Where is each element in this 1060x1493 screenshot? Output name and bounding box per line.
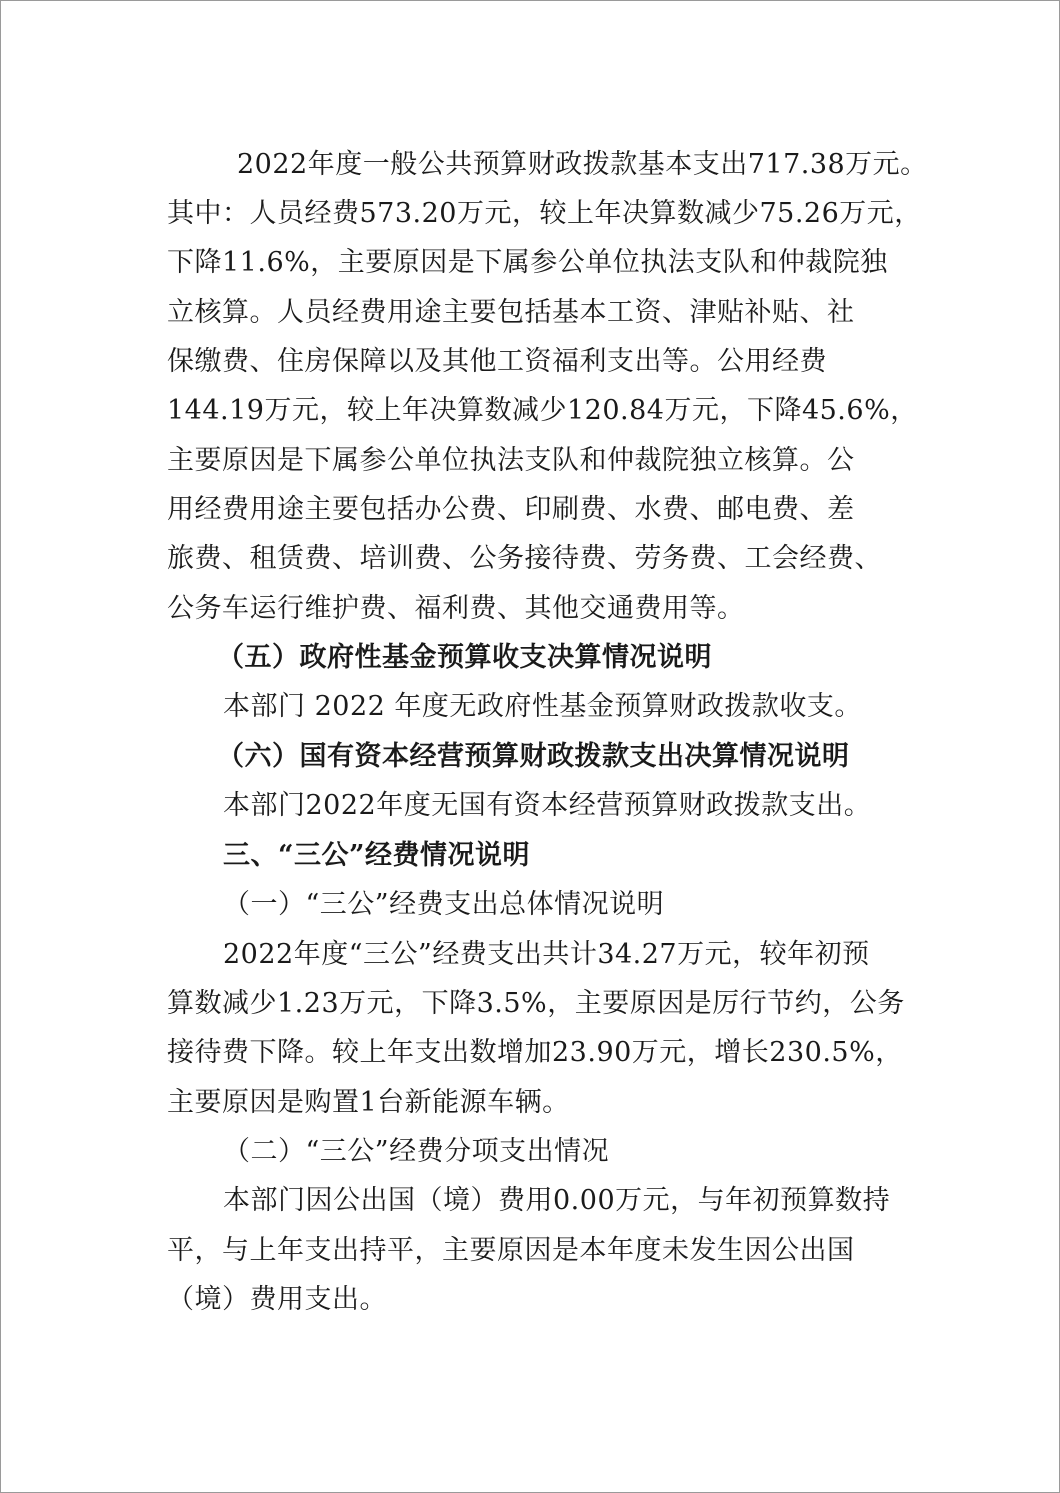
paragraph-line: （境）费用支出。 (167, 1284, 387, 1315)
paragraph-line: 用经费用途主要包括办公费、印刷费、水费、邮电费、差 (167, 494, 855, 525)
paragraph-line: 接待费下降。较上年支出数增加23.90万元，增长230.5%， (167, 1037, 903, 1068)
paragraph-line: 平，与上年支出持平，主要原因是本年度未发生因公出国 (167, 1235, 855, 1266)
paragraph-line: 算数减少1.23万元，下降3.5%，主要原因是厉行节约，公务 (167, 988, 905, 1019)
paragraph-line: 本部门因公出国（境）费用0.00万元，与年初预算数持 (223, 1185, 891, 1216)
paragraph-line: 主要原因是下属参公单位执法支队和仲裁院独立核算。公 (167, 445, 855, 476)
section-heading: （六）国有资本经营预算财政拨款支出决算情况说明 (217, 741, 850, 772)
section-heading: （五）政府性基金预算收支决算情况说明 (217, 642, 712, 673)
section-heading: （一）“三公”经费支出总体情况说明 (223, 889, 665, 920)
paragraph-line: 本部门2022年度无国有资本经营预算财政拨款支出。 (223, 790, 872, 821)
paragraph-line: 本部门 2022 年度无政府性基金预算财政拨款收支。 (223, 691, 862, 722)
paragraph-line: 144.19万元，较上年决算数减少120.84万元，下降45.6%， (167, 395, 918, 426)
paragraph-line: 主要原因是购置1台新能源车辆。 (167, 1087, 570, 1118)
paragraph-line: 其中：人员经费573.20万元，较上年决算数减少75.26万元， (167, 198, 922, 229)
paragraph-line: 旅费、租赁费、培训费、公务接待费、劳务费、工会经费、 (167, 543, 882, 574)
paragraph-line: 公务车运行维护费、福利费、其他交通费用等。 (167, 593, 745, 624)
paragraph-line: 2022年度一般公共预算财政拨款基本支出717.38万元。 (237, 149, 928, 180)
paragraph-line: 2022年度“三公”经费支出共计34.27万元，较年初预 (223, 939, 870, 970)
paragraph-line: 保缴费、住房保障以及其他工资福利支出等。公用经费 (167, 346, 827, 377)
paragraph-line: 立核算。人员经费用途主要包括基本工资、津贴补贴、社 (167, 297, 855, 328)
section-heading: 三、“三公”经费情况说明 (223, 840, 531, 871)
paragraph-line: 下降11.6%，主要原因是下属参公单位执法支队和仲裁院独 (167, 247, 888, 278)
section-heading: （二）“三公”经费分项支出情况 (223, 1136, 610, 1167)
